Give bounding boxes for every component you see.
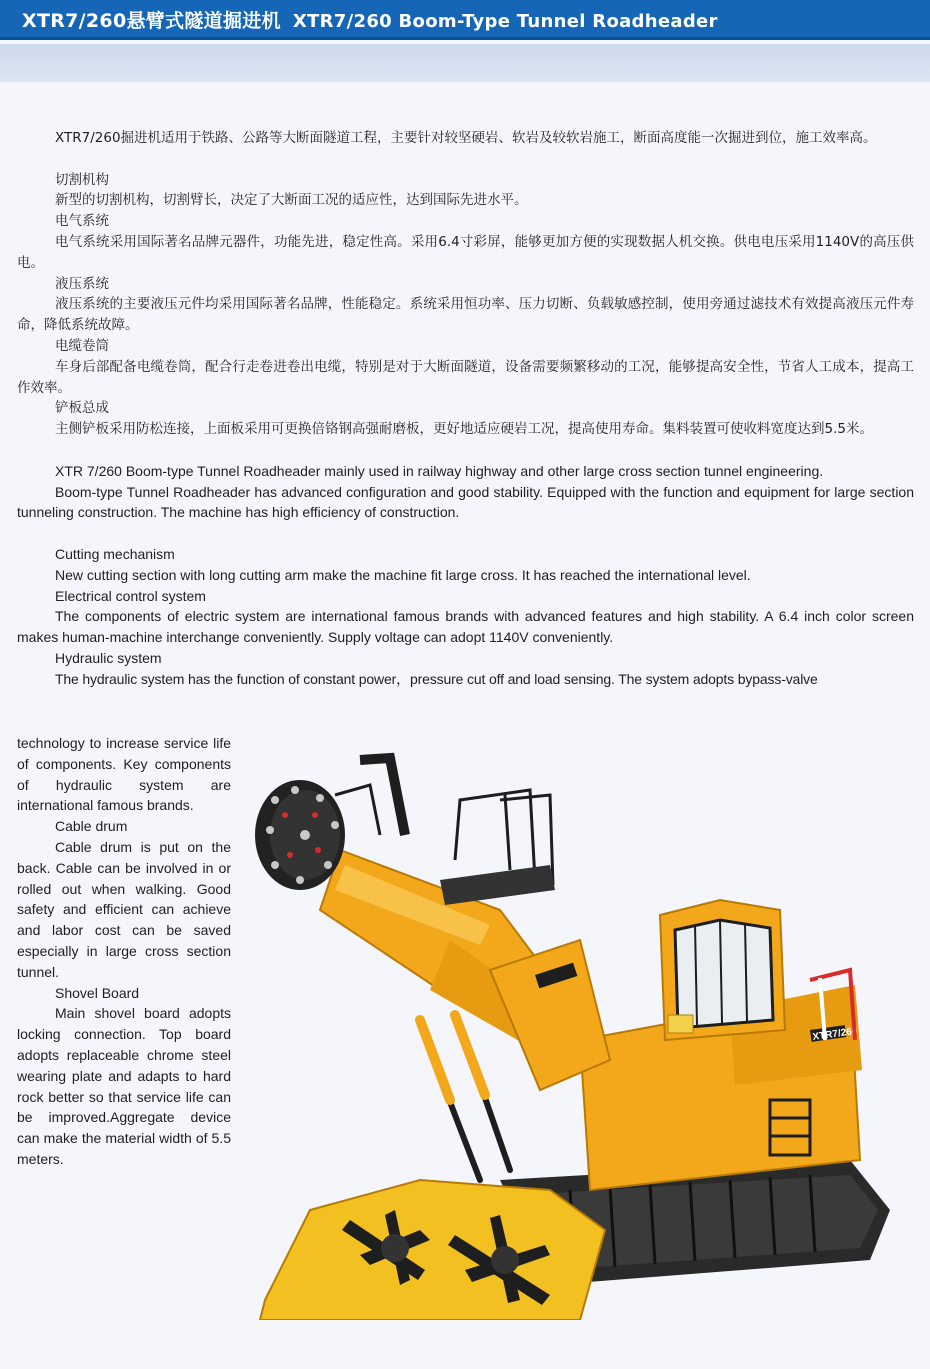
cn-heading-cable: 电缆卷筒	[55, 337, 109, 354]
roadheader-image	[250, 740, 900, 1320]
en-body-cutting: New cutting section with long cutting arm make the machine fit large cross. It has reached the international level.	[55, 566, 751, 583]
header-bar	[0, 0, 930, 40]
en-heading-cutting: Cutting mechanism	[55, 545, 175, 562]
narrow-text-column	[17, 733, 231, 1170]
cn-heading-hydraulic: 液压系统	[55, 275, 109, 292]
en-intro-1: XTR 7/260 Boom-type Tunnel Roadheader mainly used in railway highway and other large cross section tunnel engineering.	[55, 462, 824, 479]
main-content	[17, 128, 914, 690]
cn-heading-shovel: 铲板总成	[55, 400, 109, 417]
en-body-shovel: Main shovel board adopts locking connection. Top board adopts replaceable chrome steel wearing plate and adapts to hard rock better so that service life can be improved.Aggregate device can make the material width of 5.5 meters.	[17, 1005, 231, 1167]
cn-body-electrical: 电气系统采用国际著名品牌元器件，功能先进，稳定性高。采用6.4寸彩屏，能够更加方便的实现数据人机交换。供电电压采用1140V的高压供电。	[17, 233, 914, 271]
en-heading-hydraulic: Hydraulic system	[55, 649, 162, 666]
en-body-electrical: The components of electric system are international famous brands with advanced features and high stability. A 6.4 inch color screen makes human-machine interchange conveniently. Supply voltage can adopt 1140V conveniently.	[17, 608, 914, 646]
cn-body-hydraulic: 液压系统的主要液压元件均采用国际著名品牌，性能稳定。系统采用恒功率、压力切断、负载敏感控制，使用旁通过滤技术有效提高液压元件寿命，降低系统故障。	[17, 296, 914, 334]
en-heading-cable: Cable drum	[55, 818, 128, 835]
cutting-boom	[320, 758, 610, 1180]
page-title	[22, 6, 718, 33]
cutter-head	[255, 780, 345, 890]
en-body-cable: Cable drum is put on the back. Cable can be involved in or rolled out when walking. Good safety and efficient can achieve and labor cost can be saved especially in large cross section tunnel.	[17, 838, 231, 980]
header-sub-band	[0, 44, 930, 82]
en-intro-2: Boom-type Tunnel Roadheader has advanced configuration and good stability. Equipped with the function and equipment for large section tunneling construction. The machine has high efficiency of construction.	[17, 483, 914, 521]
en-body-hydraulic-narrow: technology to increase service life of components. Key components of hydraulic system are international famous brands.	[17, 735, 231, 814]
shovel-board	[260, 1180, 605, 1320]
model-label: XTR7/260	[811, 1025, 859, 1043]
en-body-hydraulic-wide: The hydraulic system has the function of constant power，pressure cut off and load sensing. The system adopts bypass-valve	[55, 670, 818, 687]
cn-heading-cutting: 切割机构	[55, 171, 109, 188]
operator-cab	[660, 900, 785, 1040]
en-heading-shovel: Shovel Board	[55, 984, 140, 1001]
cn-intro: XTR7/260掘进机适用于铁路、公路等大断面隧道工程，主要针对较坚硬岩、软岩及较软岩施工，断面高度能一次掘进到位，施工效率高。	[55, 130, 877, 146]
en-heading-electrical: Electrical control system	[55, 587, 206, 604]
cn-body-cutting: 新型的切割机构，切割臂长，决定了大断面工况的适应性，达到国际先进水平。	[55, 192, 528, 209]
cn-body-shovel: 主侧铲板采用防松连接，上面板采用可更换倍铬钢高强耐磨板，更好地适应硬岩工况，提高使用寿命。集料装置可使收料宽度达到5.5米。	[55, 421, 873, 438]
cn-body-cable: 车身后部配备电缆卷筒，配合行走卷进卷出电缆，特别是对于大断面隧道，设备需要频繁移动的工况，能够提高安全性，节省人工成本，提高工作效率。	[17, 358, 914, 396]
page-title-en: XTR7/260 Boom-Type Tunnel Roadheader	[292, 11, 718, 32]
page-title-cn: XTR7/260悬臂式隧道掘进机	[22, 10, 281, 32]
cn-heading-electrical: 电气系统	[55, 213, 109, 230]
